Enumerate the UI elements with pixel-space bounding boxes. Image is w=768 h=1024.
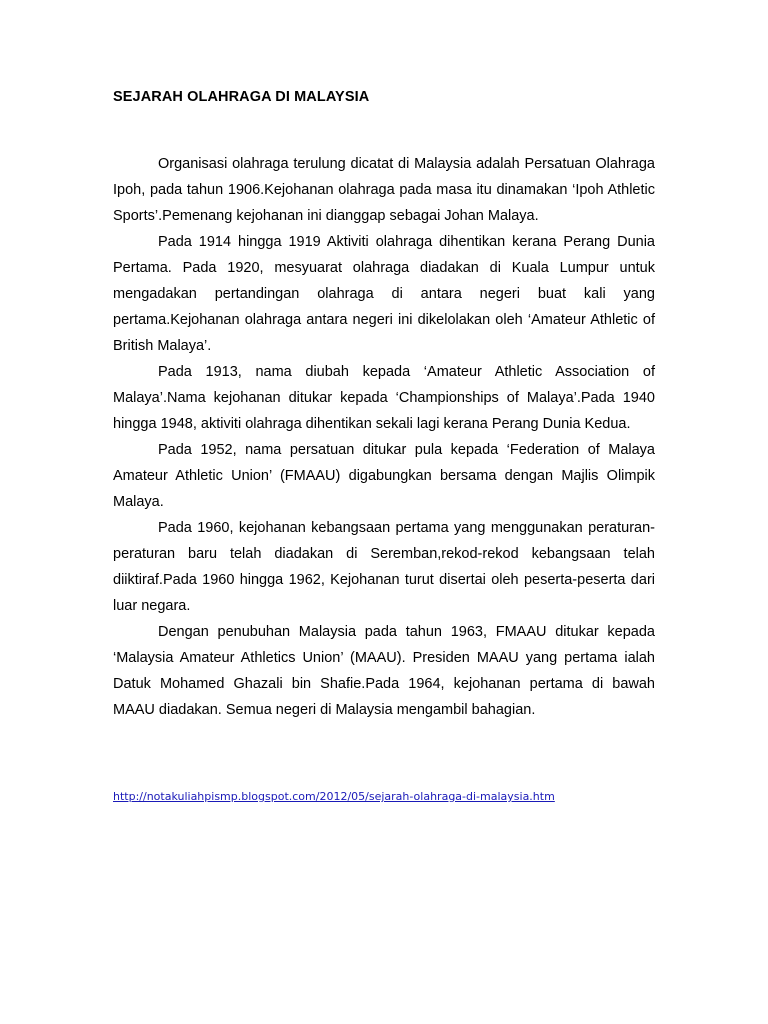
paragraph: Pada 1913, nama diubah kepada ‘Amateur Athletic Association of Malaya’.Nama kejohanan ditukar kepada ‘Championships of Malaya’.Pada 1940 hingga 1948, aktiviti olahraga dihentikan sekali lagi kerana Perang Dunia Kedua. xyxy=(113,364,655,432)
document-body xyxy=(113,151,655,723)
paragraph: Organisasi olahraga terulung dicatat di Malaysia adalah Persatuan Olahraga Ipoh, pada tahun 1906.Kejohanan olahraga pada masa itu dinamakan ‘Ipoh Athletic Sports’.Pemenang kejohanan ini dianggap sebagai Johan Malaya. xyxy=(113,156,655,224)
paragraph: Pada 1960, kejohanan kebangsaan pertama yang menggunakan peraturan-peraturan baru telah diadakan di Seremban,rekod-rekod kebangsaan telah diiktiraf.Pada 1960 hingga 1962, Kejohanan turut disertai oleh peserta-peserta dari luar negara. xyxy=(113,520,655,614)
paragraph: Dengan penubuhan Malaysia pada tahun 1963, FMAAU ditukar kepada ‘Malaysia Amateur Athletics Union’ (MAAU). Presiden MAAU yang pertama ialah Datuk Mohamed Ghazali bin Shafie.Pada 1964, kejohanan pertama di bawah MAAU diadakan. Semua negeri di Malaysia mengambil bahagian. xyxy=(113,624,655,718)
document-title: SEJARAH OLAHRAGA DI MALAYSIA xyxy=(113,89,370,105)
source-link[interactable]: http://notakuliahpismp.blogspot.com/2012/05/sejarah-olahraga-di-malaysia.htm xyxy=(113,790,555,803)
paragraph: Pada 1914 hingga 1919 Aktiviti olahraga dihentikan kerana Perang Dunia Pertama. Pada 1920, mesyuarat olahraga diadakan di Kuala Lumpur untuk mengadakan pertandingan olahraga di antara negeri buat kali yang pertama.Kejohanan olahraga antara negeri ini dikelolakan oleh ‘Amateur Athletic of British Malaya’. xyxy=(113,234,655,354)
paragraph: Pada 1952, nama persatuan ditukar pula kepada ‘Federation of Malaya Amateur Athletic Union’ (FMAAU) digabungkan bersama dengan Majlis Olimpik Malaya. xyxy=(113,442,655,510)
